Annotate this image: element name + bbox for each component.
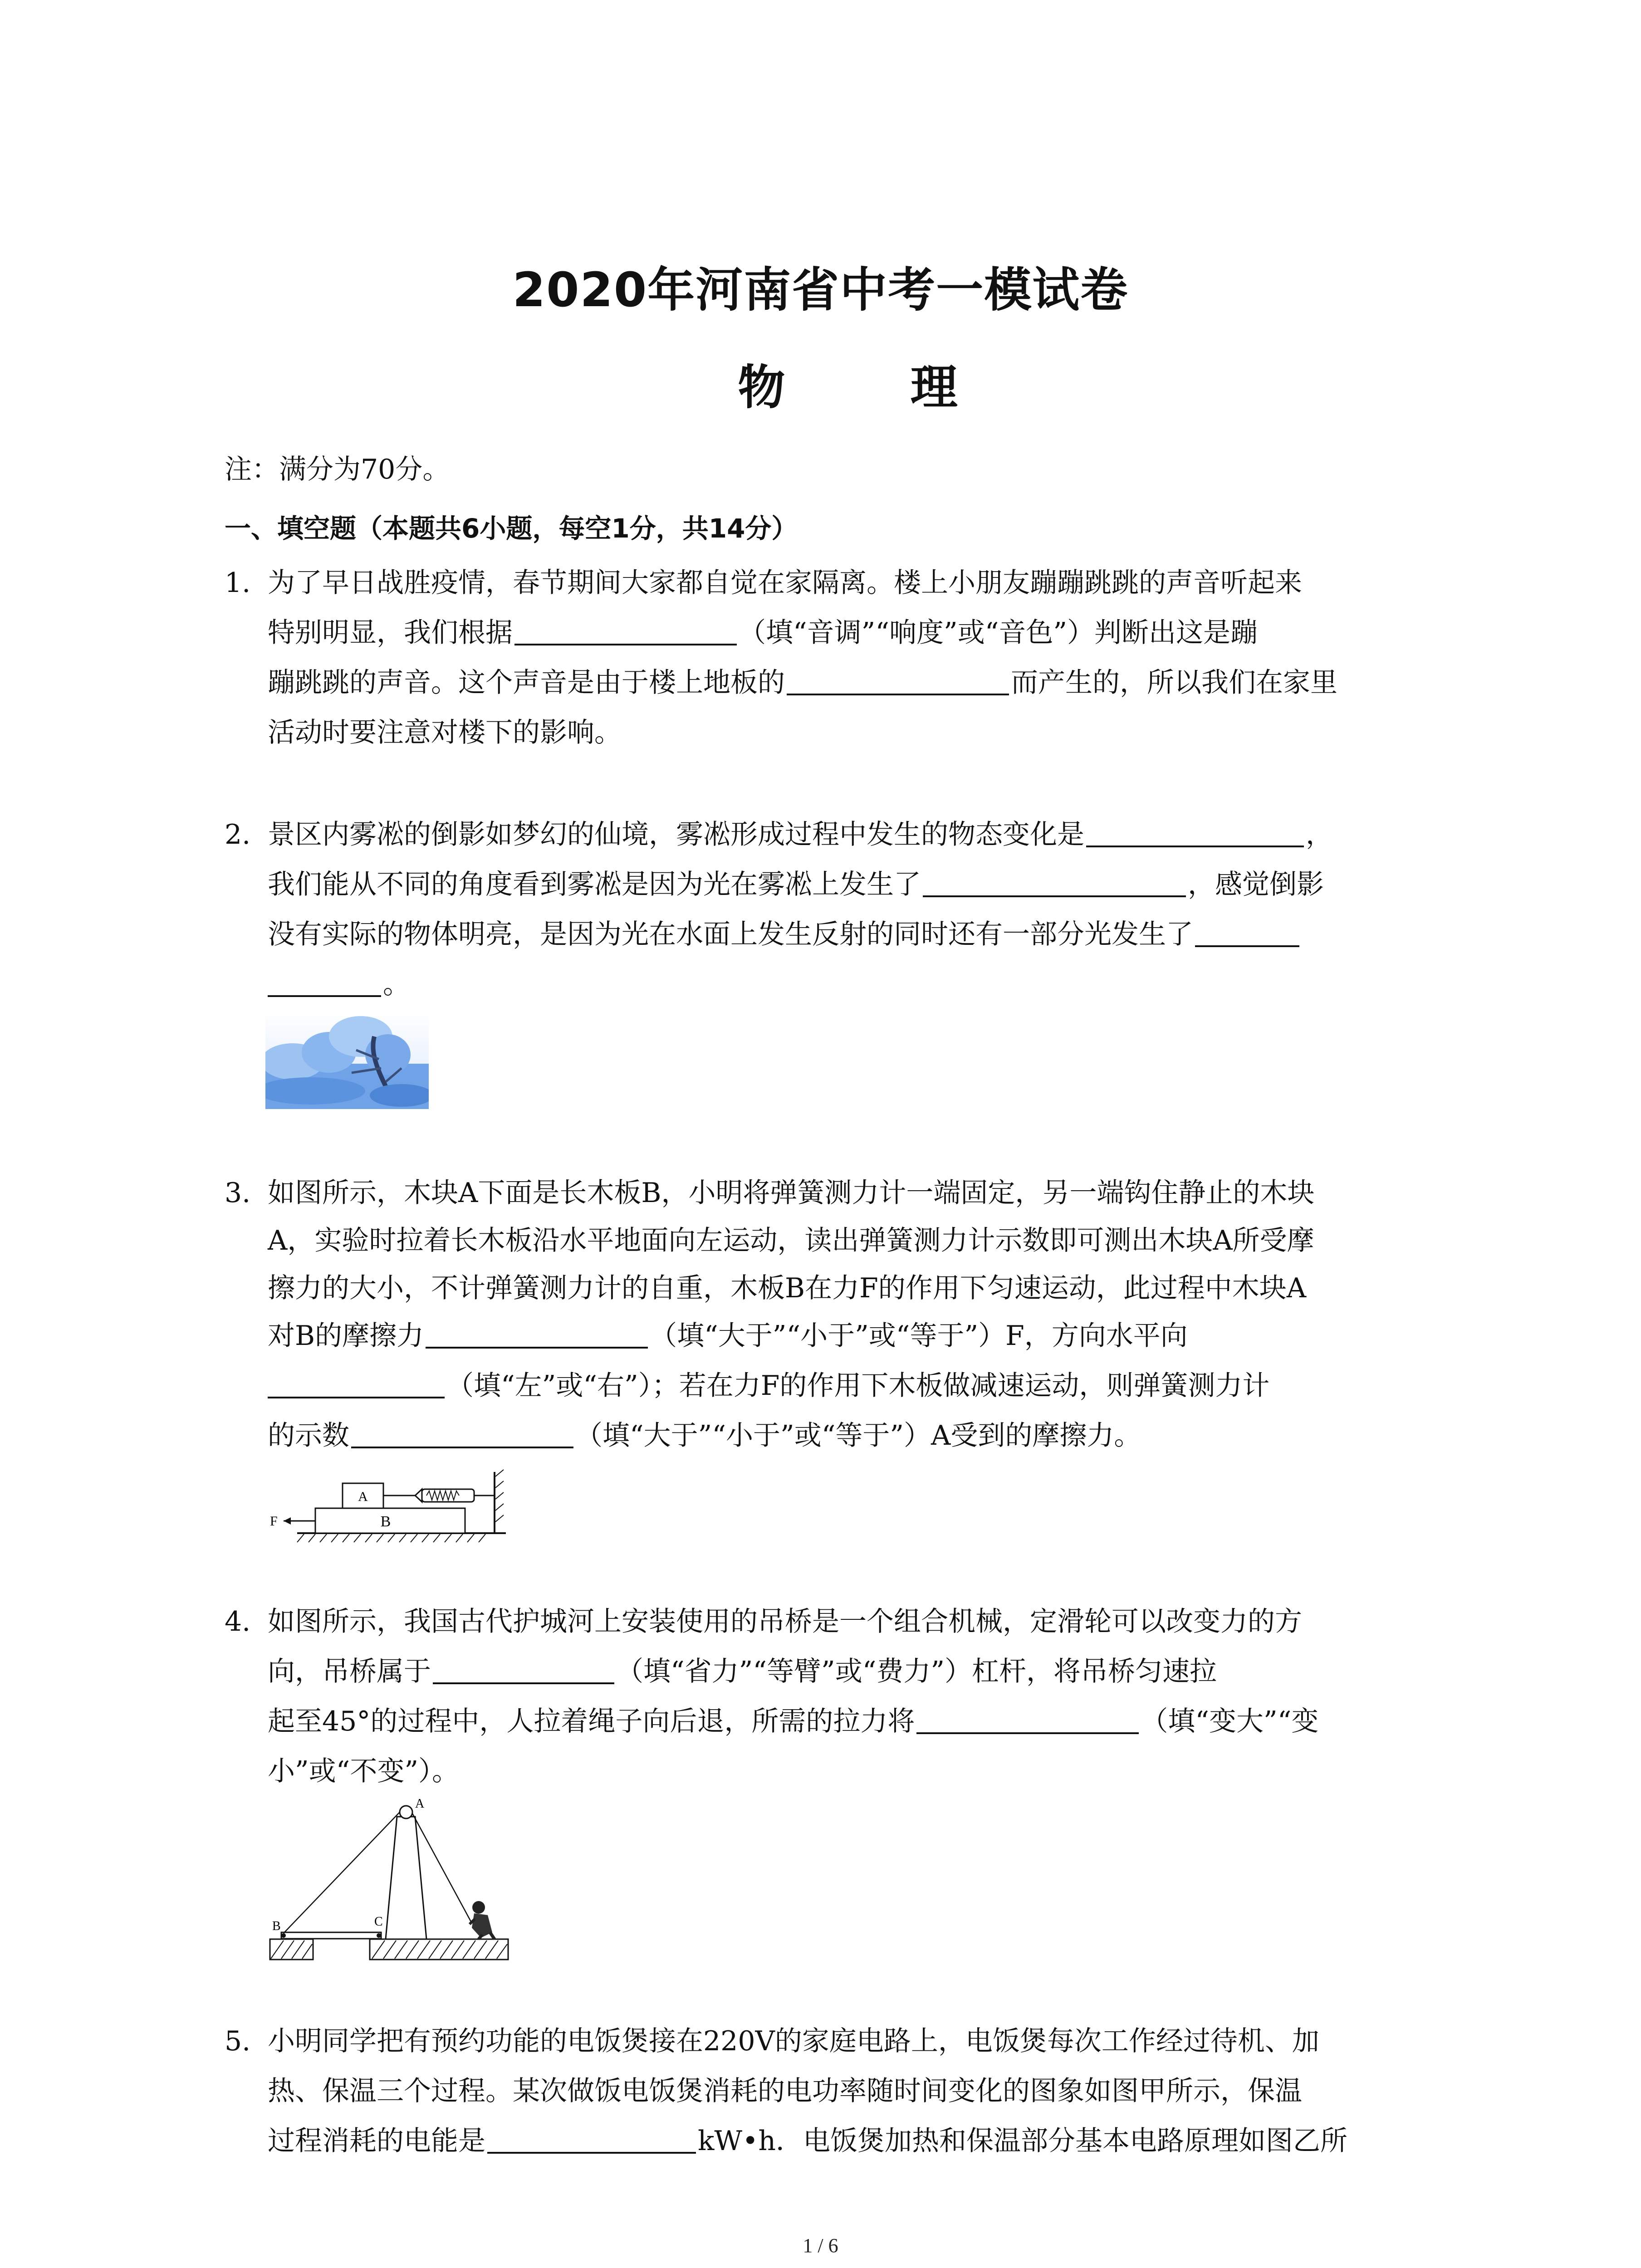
question-text: 小”或“不变”）。 — [268, 1755, 460, 1787]
answer-blank[interactable] — [1195, 922, 1299, 947]
question-text: 如图所示，我国古代护城河上安装使用的吊桥是一个组合机械，定滑轮可以改变力的方 — [268, 1606, 1302, 1637]
question-text: 向，吊桥属于 （填“省力”“等臂”或“费力”）杠杆，将吊桥匀速拉 — [268, 1656, 1217, 1687]
person-pulling-icon — [470, 1901, 495, 1939]
block-b-label: B — [380, 1513, 391, 1530]
question-text: 没有实际的物体明亮，是因为光在水面上发生反射的同时还有一部分光发生了 — [268, 921, 1301, 948]
answer-blank[interactable] — [1086, 822, 1304, 847]
question-number: 4. — [225, 1606, 251, 1637]
question-text: 特别明显，我们根据 （填“音调”“响度”或“音色”）判断出这是蹦 — [268, 617, 1258, 649]
question-number: 1. — [225, 567, 251, 599]
question-text: 起至45°的过程中，人拉着绳子向后退，所需的拉力将 （填“变大”“变 — [268, 1706, 1319, 1737]
answer-blank[interactable] — [487, 2128, 696, 2154]
answer-blank[interactable] — [916, 1709, 1139, 1734]
question-text: 景区内雾凇的倒影如梦幻的仙境，雾凇形成过程中发生的物态变化是 ， — [268, 819, 1333, 850]
question-text: 的示数 （填“大于”“小于”或“等于”）A受到的摩擦力。 — [268, 1420, 1141, 1452]
question-text: 我们能从不同的角度看到雾凇是因为光在雾凇上发生了 ，感觉倒影 — [268, 869, 1324, 900]
question-text: 活动时要注意对楼下的影响。 — [268, 717, 622, 748]
answer-blank[interactable] — [923, 872, 1186, 897]
question-text: 蹦跳跳的声音。这个声音是由于楼上地板的 而产生的，所以我们在家里 — [268, 667, 1337, 699]
question-text: （填“左”或“右”）；若在力F的作用下木板做减速运动，则弹簧测力计 — [268, 1372, 1269, 1399]
question-number: 3. — [225, 1177, 251, 1209]
question-text: 小明同学把有预约功能的电饭煲接在220V的家庭电路上，电饭煲每次工作经过待机、加 — [268, 2025, 1319, 2057]
answer-blank[interactable] — [351, 1423, 573, 1448]
answer-blank[interactable] — [514, 620, 737, 645]
friction-experiment-diagram — [265, 1463, 510, 1547]
question-text: 。 — [268, 971, 410, 998]
block-a-label: A — [358, 1489, 368, 1504]
page-title: 2020年河南省中考一模试卷 — [512, 262, 1129, 318]
point-a-label: A — [415, 1797, 425, 1811]
question-text: 过程消耗的电能是 kW•h．电饭煲加热和保温部分基本电路原理如图乙所 — [268, 2125, 1348, 2157]
force-f-label: F — [270, 1514, 278, 1529]
section-heading: 一、填空题（本题共6小题，每空1分，共14分） — [225, 513, 798, 544]
score-note: 注：满分为70分。 — [225, 454, 450, 485]
answer-blank[interactable] — [433, 1659, 614, 1684]
answer-blank[interactable] — [268, 1373, 445, 1398]
drawbridge-diagram — [265, 1796, 513, 1969]
point-b-label: B — [272, 1919, 281, 1933]
question-text: A，实验时拉着长木板沿水平地面向左运动，读出弹簧测力计示数即可测出木块A所受摩 — [268, 1225, 1314, 1256]
question-number: 2. — [225, 819, 251, 850]
question-number: 5. — [225, 2025, 251, 2057]
question-text: 擦力的大小，不计弹簧测力计的自重，木板B在力F的作用下匀速运动，此过程中木块A — [268, 1272, 1307, 1304]
rime-tree-image — [265, 1009, 429, 1109]
question-text: 如图所示，木块A下面是长木板B，小明将弹簧测力计一端固定，另一端钩住静止的木块 — [268, 1177, 1315, 1209]
page-number: 1 / 6 — [803, 2234, 838, 2257]
point-c-label: C — [374, 1915, 383, 1929]
answer-blank[interactable] — [268, 972, 381, 997]
question-text: 热、保温三个过程。某次做饭电饭煲消耗的电功率随时间变化的图象如图甲所示，保温 — [268, 2075, 1302, 2107]
question-text: 为了早日战胜疫情，春节期间大家都自觉在家隔离。楼上小朋友蹦蹦跳跳的声音听起来 — [268, 567, 1302, 599]
question-text: 对B的摩擦力 （填“大于”“小于”或“等于”）F，方向水平向 — [268, 1320, 1188, 1352]
subject-title: 物 理 — [738, 360, 1012, 415]
answer-blank[interactable] — [787, 670, 1009, 695]
answer-blank[interactable] — [426, 1323, 648, 1349]
